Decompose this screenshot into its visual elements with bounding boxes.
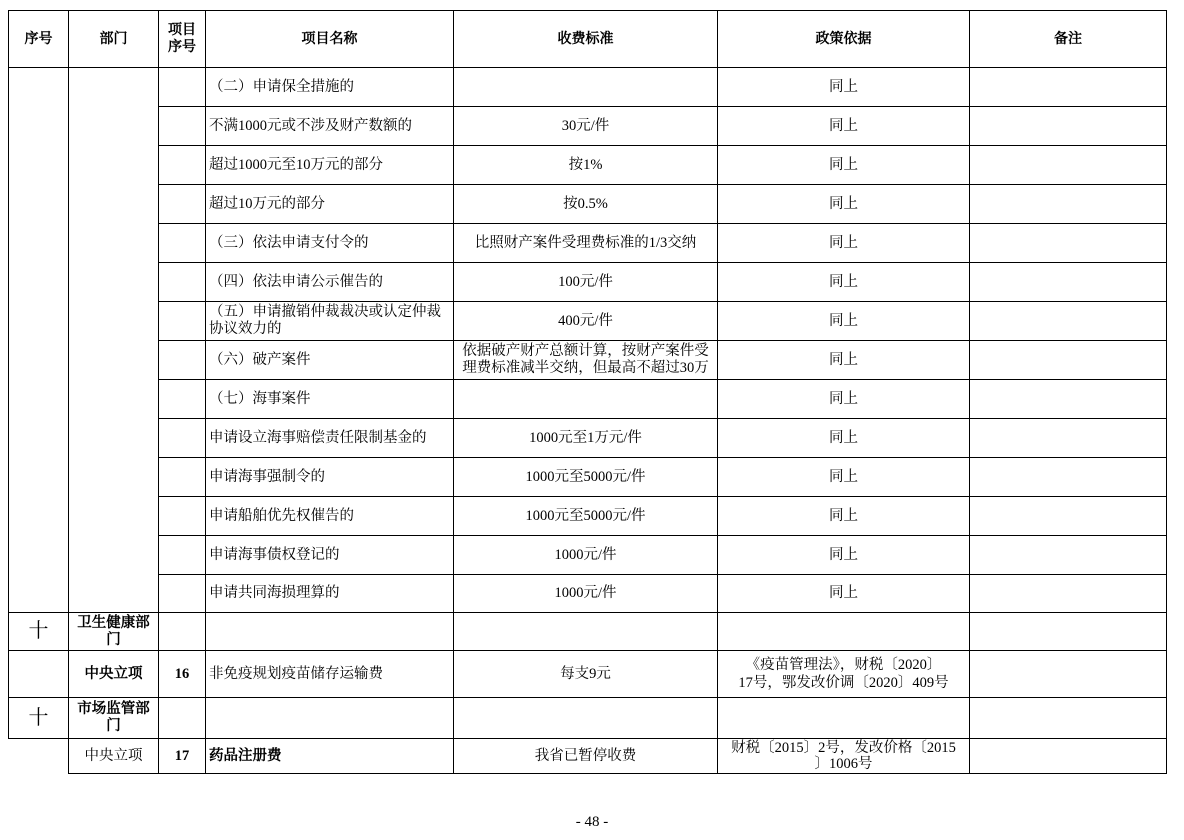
item-name-cell: 申请设立海事赔偿责任限制基金的 [206, 419, 454, 458]
fee-standard-cell: 按1% [454, 146, 718, 185]
department-cell: 卫生健康部 门 [69, 613, 159, 651]
fee-standard-cell [454, 380, 718, 419]
item-seq-cell [159, 185, 206, 224]
policy-basis-cell: 同上 [718, 224, 970, 263]
item-seq-cell [159, 380, 206, 419]
item-seq-cell: 17 [159, 739, 206, 774]
item-name-cell: 申请船舶优先权催告的 [206, 497, 454, 536]
table-row [9, 302, 1167, 341]
table-row [9, 380, 1167, 419]
remarks-cell [970, 146, 1167, 185]
remarks-cell [970, 613, 1167, 651]
policy-basis-cell: 同上 [718, 497, 970, 536]
seq-cell [9, 68, 69, 613]
department-cell: 中央立项 [69, 651, 159, 698]
seq-cell [9, 739, 69, 774]
item-seq-cell: 16 [159, 651, 206, 698]
header-fee-standard: 收费标准 [454, 11, 718, 68]
fee-standard-cell [454, 68, 718, 107]
policy-basis-cell: 同上 [718, 185, 970, 224]
fee-standard-cell [454, 613, 718, 651]
item-seq-cell [159, 107, 206, 146]
item-name-cell: 申请海事债权登记的 [206, 536, 454, 575]
remarks-cell [970, 458, 1167, 497]
item-seq-cell [159, 302, 206, 341]
department-cell: 中央立项 [69, 739, 159, 774]
item-seq-cell [159, 613, 206, 651]
remarks-cell [970, 575, 1167, 613]
table-row [9, 185, 1167, 224]
remarks-cell [970, 341, 1167, 380]
item-seq-cell [159, 458, 206, 497]
fee-standard-cell: 我省已暂停收费 [454, 739, 718, 774]
header-item-name: 项目名称 [206, 11, 454, 68]
item-seq-cell [159, 419, 206, 458]
policy-basis-cell [718, 698, 970, 739]
remarks-cell [970, 536, 1167, 575]
table-row [9, 575, 1167, 613]
policy-basis-cell: 同上 [718, 341, 970, 380]
fee-standard-cell: 1000元至1万元/件 [454, 419, 718, 458]
remarks-cell [970, 651, 1167, 698]
item-seq-cell [159, 68, 206, 107]
item-name-cell: （七）海事案件 [206, 380, 454, 419]
table-row [9, 458, 1167, 497]
item-seq-cell [159, 146, 206, 185]
remarks-cell [970, 739, 1167, 774]
item-name-cell: 不满1000元或不涉及财产数额的 [206, 107, 454, 146]
policy-basis-cell: 同上 [718, 575, 970, 613]
header-remarks: 备注 [970, 11, 1167, 68]
policy-basis-cell: 《疫苗管理法》，财税〔2020〕 17号，鄂发改价调〔2020〕409号 [718, 651, 970, 698]
table-row [9, 536, 1167, 575]
remarks-cell [970, 380, 1167, 419]
item-name-cell [206, 613, 454, 651]
item-name-cell: 超过10万元的部分 [206, 185, 454, 224]
policy-basis-cell: 同上 [718, 536, 970, 575]
policy-basis-cell: 同上 [718, 107, 970, 146]
fee-standard-cell: 比照财产案件受理费标准的1/3交纳 [454, 224, 718, 263]
item-seq-cell [159, 263, 206, 302]
policy-basis-cell: 同上 [718, 146, 970, 185]
item-name-cell: 申请共同海损理算的 [206, 575, 454, 613]
item-name-cell: （六）破产案件 [206, 341, 454, 380]
fee-standard-cell: 100元/件 [454, 263, 718, 302]
item-name-cell: （四）依法申请公示催告的 [206, 263, 454, 302]
item-name-cell: （二）申请保全措施的 [206, 68, 454, 107]
table-row [9, 651, 1167, 698]
table-row [9, 419, 1167, 458]
item-name-cell: 超过1000元至10万元的部分 [206, 146, 454, 185]
item-seq-cell [159, 575, 206, 613]
seq-cell [9, 651, 69, 698]
item-name-cell: 申请海事强制令的 [206, 458, 454, 497]
department-group-row [9, 613, 1167, 651]
remarks-cell [970, 419, 1167, 458]
header-seq: 序号 [9, 11, 69, 68]
remarks-cell [970, 497, 1167, 536]
fee-standard-cell: 1000元至5000元/件 [454, 458, 718, 497]
item-seq-cell [159, 224, 206, 263]
fee-standard-cell: 1000元/件 [454, 536, 718, 575]
policy-basis-cell: 同上 [718, 68, 970, 107]
item-seq-cell [159, 497, 206, 536]
table-row [9, 68, 1167, 107]
item-name-cell: （五）申请撤销仲裁裁决或认定仲裁 协议效力的 [206, 302, 454, 341]
item-name-cell: 非免疫规划疫苗储存运输费 [206, 651, 454, 698]
policy-basis-cell: 同上 [718, 458, 970, 497]
header-item-seq: 项目 序号 [159, 11, 206, 68]
item-name-cell: （三）依法申请支付令的 [206, 224, 454, 263]
fee-standard-cell: 1000元至5000元/件 [454, 497, 718, 536]
department-group-row [9, 698, 1167, 739]
table-row [9, 224, 1167, 263]
item-seq-cell [159, 341, 206, 380]
item-name-cell [206, 698, 454, 739]
table-row [9, 497, 1167, 536]
header-department: 部门 [69, 11, 159, 68]
remarks-cell [970, 302, 1167, 341]
table-row [9, 739, 1167, 774]
remarks-cell [970, 185, 1167, 224]
item-seq-cell [159, 698, 206, 739]
page-number: - 48 - [575, 814, 609, 830]
table-row [9, 107, 1167, 146]
remarks-cell [970, 107, 1167, 146]
department-cell [69, 68, 159, 613]
header-policy-basis: 政策依据 [718, 11, 970, 68]
remarks-cell [970, 263, 1167, 302]
seq-cell: 十 [9, 698, 69, 739]
fee-standard-cell: 400元/件 [454, 302, 718, 341]
policy-basis-cell [718, 613, 970, 651]
fee-standard-cell [454, 698, 718, 739]
header-row [9, 11, 1167, 68]
fee-standard-cell: 依据破产财产总额计算，按财产案件受 理费标准减半交纳，但最高不超过30万 [454, 341, 718, 380]
item-seq-cell [159, 536, 206, 575]
fee-standard-cell: 每支9元 [454, 651, 718, 698]
seq-cell: 十 [9, 613, 69, 651]
policy-basis-cell: 同上 [718, 302, 970, 341]
table-row [9, 341, 1167, 380]
policy-basis-cell: 同上 [718, 380, 970, 419]
policy-basis-cell: 财税〔2015〕2号，发改价格〔2015 〕1006号 [718, 739, 970, 774]
remarks-cell [970, 224, 1167, 263]
remarks-cell [970, 698, 1167, 739]
policy-basis-cell: 同上 [718, 419, 970, 458]
fee-standard-cell: 30元/件 [454, 107, 718, 146]
fee-schedule-table [8, 10, 1167, 774]
table-row [9, 263, 1167, 302]
fee-standard-cell: 按0.5% [454, 185, 718, 224]
fee-standard-cell: 1000元/件 [454, 575, 718, 613]
item-name-cell: 药品注册费 [206, 739, 454, 774]
department-cell: 市场监管部 门 [69, 698, 159, 739]
table-row [9, 146, 1167, 185]
remarks-cell [970, 68, 1167, 107]
policy-basis-cell: 同上 [718, 263, 970, 302]
